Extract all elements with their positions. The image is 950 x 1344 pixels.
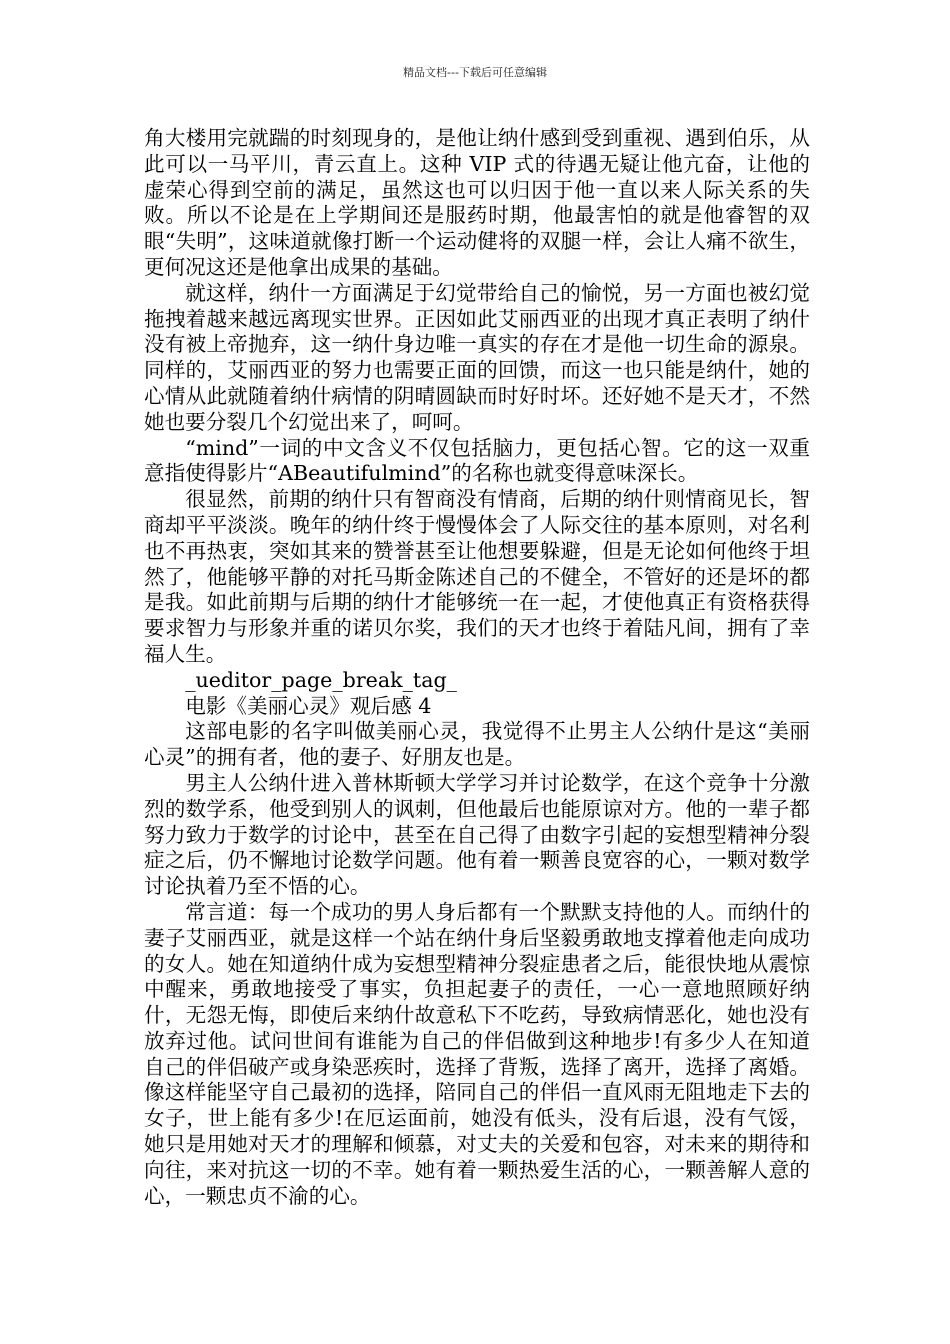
paragraph: 很显然，前期的纳什只有智商没有情商，后期的纳什则情商见长，智商却平平淡淡。晚年的纳什终于慢慢体会了人际交往的基本原则，对名利也不再热衷，突如其来的赞誉甚至让他想要躲避，但是无论如何他终于坦然了，他能够平静的对托马斯金陈述自己的不健全，不管好的还是坏的都是我。如此前期与后期的纳什才能够统一在一起，才使他真正有资格获得要求智力与形象并重的诺贝尔奖，我们的天才也终于着陆凡间，拥有了幸福人生。 <box>144 487 810 666</box>
page-header: 精品文档---下载后可任意编辑 <box>403 66 547 79</box>
document-body <box>144 126 810 1209</box>
paragraph: 就这样，纳什一方面满足于幻觉带给自己的愉悦，另一方面也被幻觉拖拽着越来越远离现实世界。正因如此艾丽西亚的出现才真正表明了纳什没有被上帝抛弃，这一纳什身边唯一真实的存在才是他一切生命的源泉。同样的，艾丽西亚的努力也需要正面的回馈，而这一也只能是纳什，她的心情从此就随着纳什病情的阴晴圆缺而时好时坏。还好她不是天才，不然她也要分裂几个幻觉出来了，呵呵。 <box>144 280 810 434</box>
paragraph: 这部电影的名字叫做美丽心灵，我觉得不止男主人公纳什是这“美丽心灵”的拥有者，他的妻子、好朋友也是。 <box>144 719 810 770</box>
section-title: 电影《美丽心灵》观后感 4 <box>185 693 432 718</box>
paragraph: 常言道：每一个成功的男人身后都有一个默默支持他的人。而纳什的妻子艾丽西亚，就是这样一个站在纳什身后坚毅勇敢地支撑着他走向成功的女人。她在知道纳什成为妄想型精神分裂症患者之后，能很快地从震惊中醒来，勇敢地接受了事实，负担起妻子的责任，一心一意地照顾好纳什，无怨无悔，即使后来纳什故意私下不吃药，导致病情恶化，她也没有放弃过他。试问世间有谁能为自己的伴侣做到这种地步!有多少人在知道自己的伴侣破产或身染恶疾时，选择了背叛，选择了离开，选择了离婚。像这样能坚守自己最初的选择，陪同自己的伴侣一直风雨无阻地走下去的女子，世上能有多少!在厄运面前，她没有低头，没有后退，没有气馁，她只是用她对天才的理解和倾慕，对丈夫的关爱和包容，对未来的期待和向往，来对抗这一切的不幸。她有着一颗热爱生活的心，一颗善解人意的心，一颗忠贞不渝的心。 <box>144 899 810 1208</box>
paragraph: “mind”一词的中文含义不仅包括脑力，更包括心智。它的这一双重意指使得影片“ABeautifulmind”的名称也就变得意味深长。 <box>144 435 810 486</box>
paragraph-continuation: 角大楼用完就踹的时刻现身的，是他让纳什感到受到重视、遇到伯乐，从此可以一马平川，青云直上。这种 VIP 式的待遇无疑让他亢奋，让他的虚荣心得到空前的满足，虽然这也可以归因于他一直以来人际关系的失败。所以不论是在上学期间还是服药时期，他最害怕的就是他睿智的双眼“失明”，这味道就像打断一个运动健将的双腿一样，会让人痛不欲生，更何况这还是他拿出成果的基础。 <box>144 126 810 279</box>
paragraph: 男主人公纳什进入普林斯顿大学学习并讨论数学，在这个竞争十分激烈的数学系，他受到别人的讽刺，但他最后也能原谅对方。他的一辈子都努力致力于数学的讨论中，甚至在自己得了由数字引起的妄想型精神分裂症之后，仍不懈地讨论数学问题。他有着一颗善良宽容的心，一颗对数学讨论执着乃至不悟的心。 <box>144 770 810 899</box>
page-break-tag: _ueditor_page_break_tag_ <box>185 667 457 692</box>
